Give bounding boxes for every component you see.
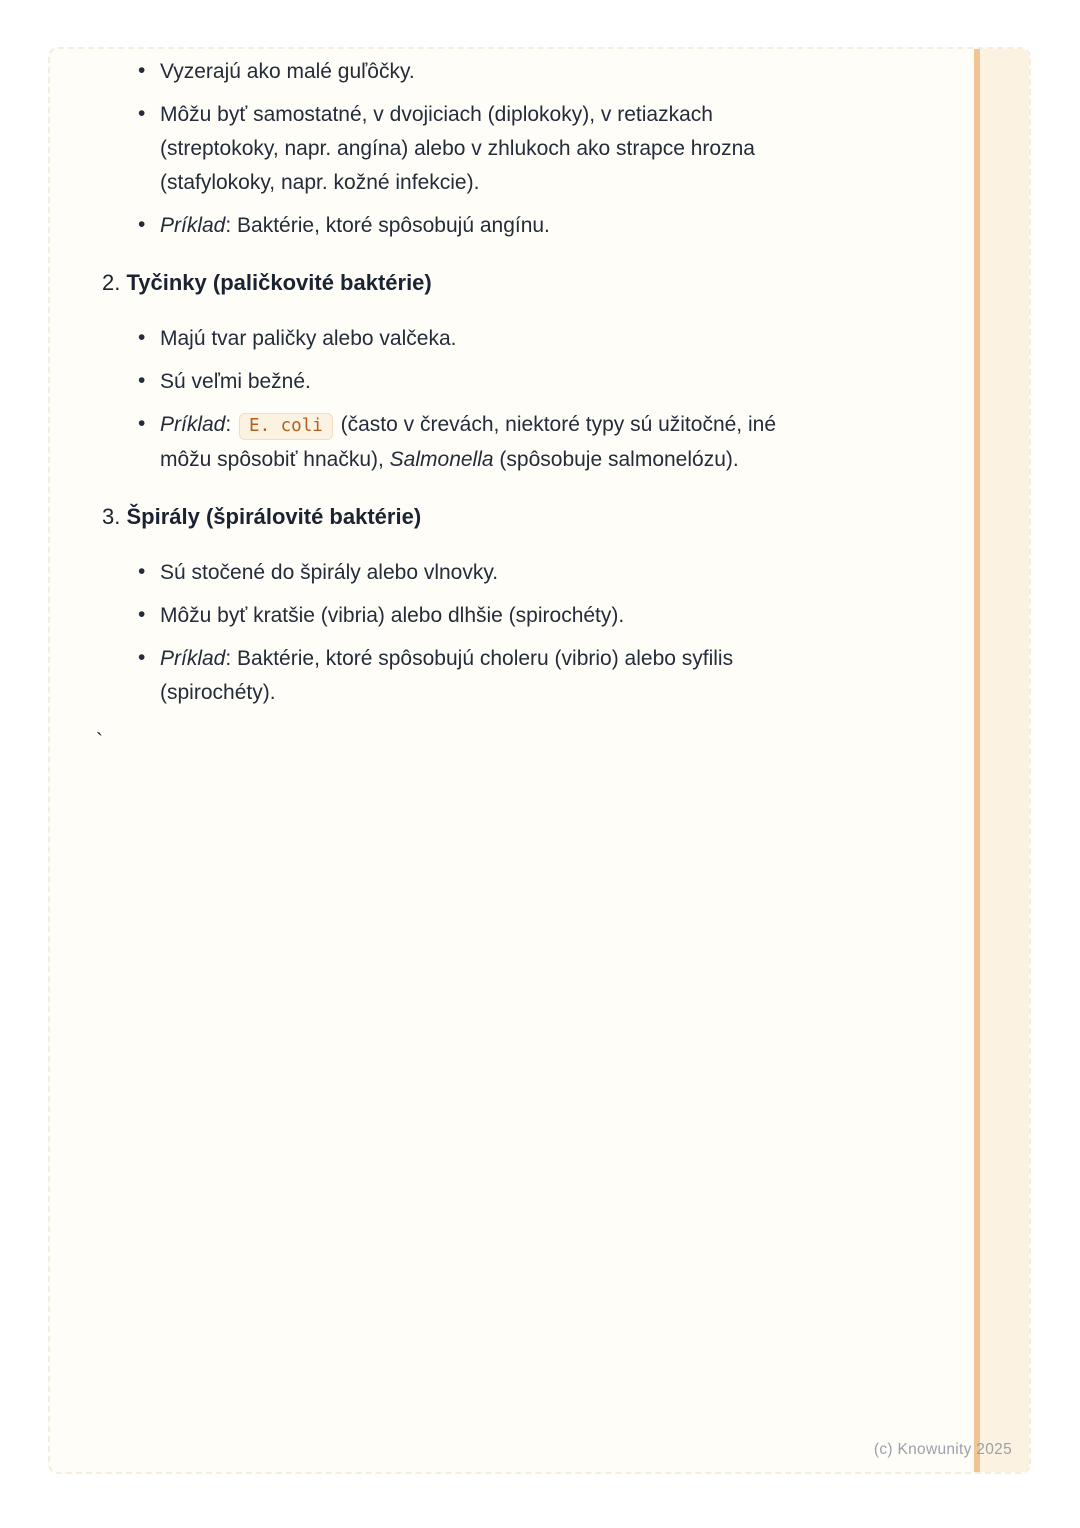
- section-number: 2.: [102, 270, 121, 295]
- bullet-marker: •: [138, 213, 146, 236]
- list-item: [102, 98, 782, 200]
- section-title: Špirály (špirálovité baktérie): [120, 504, 422, 529]
- bullet-marker: •: [138, 560, 146, 583]
- notes-content: [50, 49, 782, 759]
- list-item: [102, 365, 782, 399]
- text-segment: : Baktérie, ktoré spôsobujú angínu.: [225, 214, 550, 237]
- section-number: 3.: [102, 504, 121, 529]
- inline-code-badge: E. coli: [239, 413, 333, 440]
- numbered-sections: [102, 266, 782, 710]
- text-segment: (často v črevách, niektoré typy sú užitočné, iné môžu spôsobiť hnačku),: [160, 413, 777, 471]
- section-bullet-list: [102, 556, 782, 710]
- page-side-strip: [974, 49, 1029, 1472]
- section-title: Tyčinky (paličkovité baktérie): [120, 270, 432, 295]
- text-segment: Môžu byť samostatné, v dvojiciach (diplokoky), v retiazkach (streptokoky, napr. angína) alebo v zhlukoch ako strapce hrozna (stafylokoky, napr. kožné infekcie).: [160, 103, 755, 194]
- text-segment: Majú tvar paličky alebo valčeka.: [160, 327, 457, 350]
- text-segment: (spôsobuje salmonelózu).: [493, 448, 739, 471]
- list-item: [102, 408, 782, 477]
- bullet-marker: •: [138, 603, 146, 626]
- text-segment: Príklad: [160, 647, 226, 670]
- section-heading: [102, 500, 782, 534]
- bullet-marker: •: [138, 646, 146, 669]
- text-segment: Salmonella: [389, 448, 494, 471]
- copyright-text: (c) Knowunity 2025: [873, 1441, 1012, 1458]
- list-item: [102, 556, 782, 590]
- section-heading: [102, 266, 782, 300]
- list-item: [102, 642, 782, 710]
- bullet-marker: •: [138, 59, 146, 82]
- bullet-marker: •: [138, 326, 146, 349]
- list-item: [102, 209, 782, 243]
- text-segment: Vyzerajú ako malé guľôčky.: [160, 60, 415, 83]
- list-item: [102, 322, 782, 356]
- bullet-marker: •: [138, 102, 146, 125]
- intro-bullet-list: [102, 55, 782, 243]
- text-segment: Sú veľmi bežné.: [160, 370, 311, 393]
- stray-backtick: `: [96, 730, 103, 753]
- list-item: [102, 599, 782, 633]
- text-segment: Sú stočené do špirály alebo vlnovky.: [160, 561, 499, 584]
- bullet-marker: •: [138, 369, 146, 392]
- text-segment: :: [225, 413, 238, 436]
- list-item: [102, 55, 782, 89]
- bullet-marker: •: [138, 412, 146, 435]
- text-segment: : Baktérie, ktoré spôsobujú choleru (vibrio) alebo syfilis (spirochéty).: [160, 647, 734, 704]
- accent-line: [974, 49, 980, 1472]
- section-bullet-list: [102, 322, 782, 477]
- text-segment: Príklad: [160, 413, 226, 436]
- document-page: [48, 47, 1031, 1474]
- text-segment: Príklad: [160, 214, 226, 237]
- text-segment: Môžu byť kratšie (vibria) alebo dlhšie (spirochéty).: [160, 604, 625, 627]
